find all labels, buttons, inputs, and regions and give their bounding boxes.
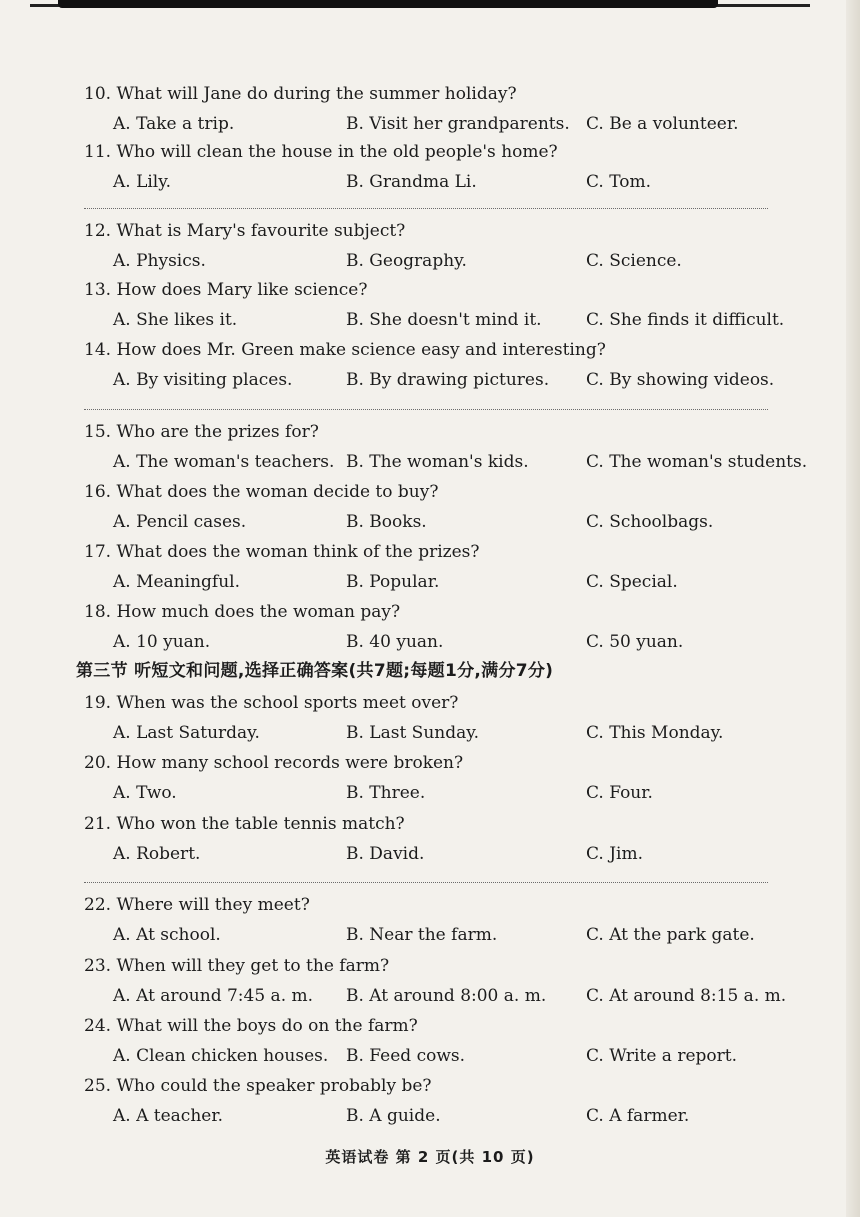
question-13	[0, 275, 860, 335]
option-b[interactable]: B. At around 8:00 a. m.	[346, 986, 547, 1006]
question-14	[0, 335, 860, 395]
option-b[interactable]: B. Last Sunday.	[346, 723, 479, 743]
option-c[interactable]: C. At the park gate.	[586, 925, 755, 945]
options-row	[0, 109, 860, 139]
question-text: 19. When was the school sports meet over?	[84, 693, 459, 713]
question-text: 10. What will Jane do during the summer holiday?	[84, 84, 517, 104]
option-b[interactable]: B. She doesn't mind it.	[346, 310, 542, 330]
option-a[interactable]: A. Meaningful.	[113, 572, 240, 592]
question-text: 24. What will the boys do on the farm?	[84, 1016, 418, 1036]
question-11	[0, 137, 860, 197]
options-row	[0, 627, 860, 657]
option-c[interactable]: C. She finds it difficult.	[586, 310, 785, 330]
question-24	[0, 1011, 860, 1071]
question-25	[0, 1071, 860, 1131]
option-a[interactable]: A. 10 yuan.	[113, 632, 211, 652]
option-c[interactable]: C. Schoolbags.	[586, 512, 714, 532]
option-c[interactable]: C. Write a report.	[586, 1046, 737, 1066]
options-row	[0, 718, 860, 748]
question-text: 25. Who could the speaker probably be?	[84, 1076, 432, 1096]
option-a[interactable]: A. Two.	[113, 783, 177, 803]
question-21	[0, 809, 860, 869]
question-23	[0, 951, 860, 1011]
option-a[interactable]: A. Robert.	[113, 844, 201, 864]
option-a[interactable]: A. The woman's teachers.	[113, 452, 335, 472]
question-text: 21. Who won the table tennis match?	[84, 814, 405, 834]
page-footer: 英语试卷 第 2 页(共 10 页)	[325, 1148, 535, 1166]
option-b[interactable]: B. Geography.	[346, 251, 467, 271]
option-a[interactable]: A. At school.	[113, 925, 221, 945]
question-text: 12. What is Mary's favourite subject?	[84, 221, 406, 241]
option-c[interactable]: C. Be a volunteer.	[586, 114, 739, 134]
options-row	[0, 1041, 860, 1071]
question-text: 18. How much does the woman pay?	[84, 602, 401, 622]
option-a[interactable]: A. Clean chicken houses.	[113, 1046, 329, 1066]
option-b[interactable]: B. By drawing pictures.	[346, 370, 550, 390]
option-c[interactable]: C. Four.	[586, 783, 653, 803]
option-a[interactable]: A. At around 7:45 a. m.	[113, 986, 314, 1006]
question-text: 23. When will they get to the farm?	[84, 956, 390, 976]
option-c[interactable]: C. Jim.	[586, 844, 643, 864]
question-text: 14. How does Mr. Green make science easy and interesting?	[84, 340, 606, 360]
option-b[interactable]: B. Grandma Li.	[346, 172, 477, 192]
option-b[interactable]: B. Popular.	[346, 572, 440, 592]
question-10	[0, 79, 860, 139]
dotted-separator	[84, 409, 768, 410]
question-18	[0, 597, 860, 657]
option-b[interactable]: B. 40 yuan.	[346, 632, 444, 652]
options-row	[0, 365, 860, 395]
option-c[interactable]: C. This Monday.	[586, 723, 724, 743]
question-text: 15. Who are the prizes for?	[84, 422, 319, 442]
options-row	[0, 567, 860, 597]
options-row	[0, 920, 860, 950]
option-c[interactable]: C. At around 8:15 a. m.	[586, 986, 787, 1006]
options-row	[0, 1101, 860, 1131]
option-b[interactable]: B. Visit her grandparents.	[346, 114, 570, 134]
options-row	[0, 246, 860, 276]
options-row	[0, 305, 860, 335]
question-text: 16. What does the woman decide to buy?	[84, 482, 439, 502]
option-b[interactable]: B. Books.	[346, 512, 427, 532]
option-c[interactable]: C. Science.	[586, 251, 682, 271]
options-row	[0, 778, 860, 808]
option-a[interactable]: A. Last Saturday.	[113, 723, 260, 743]
option-b[interactable]: B. Feed cows.	[346, 1046, 466, 1066]
option-a[interactable]: A. Pencil cases.	[113, 512, 247, 532]
question-17	[0, 537, 860, 597]
option-a[interactable]: A. By visiting places.	[113, 370, 293, 390]
question-22	[0, 890, 860, 950]
question-text: 17. What does the woman think of the prizes?	[84, 542, 480, 562]
question-15	[0, 417, 860, 477]
option-a[interactable]: A. Take a trip.	[113, 114, 235, 134]
question-text: 22. Where will they meet?	[84, 895, 310, 915]
dotted-separator	[84, 208, 768, 209]
option-c[interactable]: C. By showing videos.	[586, 370, 775, 390]
option-b[interactable]: B. Three.	[346, 783, 426, 803]
question-text: 13. How does Mary like science?	[84, 280, 368, 300]
options-row	[0, 447, 860, 477]
options-row	[0, 981, 860, 1011]
question-text: 11. Who will clean the house in the old people's home?	[84, 142, 558, 162]
option-c[interactable]: C. The woman's students.	[586, 452, 808, 472]
option-c[interactable]: C. A farmer.	[586, 1106, 690, 1126]
option-b[interactable]: B. David.	[346, 844, 425, 864]
option-c[interactable]: C. Special.	[586, 572, 678, 592]
option-b[interactable]: B. The woman's kids.	[346, 452, 529, 472]
question-20	[0, 748, 860, 808]
option-c[interactable]: C. Tom.	[586, 172, 651, 192]
question-19	[0, 688, 860, 748]
option-c[interactable]: C. 50 yuan.	[586, 632, 684, 652]
question-16	[0, 477, 860, 537]
option-b[interactable]: B. Near the farm.	[346, 925, 498, 945]
options-row	[0, 167, 860, 197]
question-text: 20. How many school records were broken?	[84, 753, 464, 773]
option-a[interactable]: A. She likes it.	[113, 310, 238, 330]
option-b[interactable]: B. A guide.	[346, 1106, 441, 1126]
options-row	[0, 507, 860, 537]
options-row	[0, 839, 860, 869]
option-a[interactable]: A. Physics.	[113, 251, 206, 271]
option-a[interactable]: A. A teacher.	[113, 1106, 223, 1126]
option-a[interactable]: A. Lily.	[113, 172, 171, 192]
question-12	[0, 216, 860, 276]
section-three-title: 第三节 听短文和问题,选择正确答案(共7题;每题1分,满分7分)	[76, 661, 554, 681]
dotted-separator	[84, 882, 768, 883]
